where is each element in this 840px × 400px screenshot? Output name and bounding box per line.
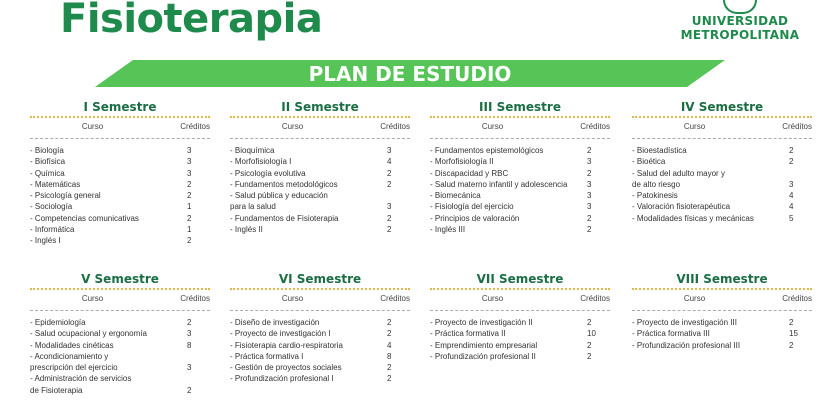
- university-logo: [670, 0, 810, 42]
- column-course: Curso: [683, 294, 706, 303]
- course-name: - Fisioterapia cardio-respiratoria: [230, 340, 343, 350]
- course-credits: 15: [789, 329, 798, 339]
- course-name: - Proyecto de investigación II: [430, 318, 533, 327]
- course-credits: 3: [587, 179, 592, 189]
- course-row: [30, 385, 210, 396]
- course-row: [230, 340, 410, 351]
- semester-6-panel: [230, 271, 410, 385]
- course-credits: 3: [587, 157, 592, 167]
- course-row: [632, 145, 812, 156]
- course-credits: 3: [187, 146, 192, 155]
- course-credits: 3: [587, 191, 592, 201]
- course-list: [430, 317, 610, 362]
- course-list: [632, 317, 812, 351]
- course-row: [632, 213, 812, 224]
- course-credits: 3: [187, 157, 192, 167]
- course-row: [632, 340, 812, 351]
- dashed-divider: [632, 138, 812, 139]
- course-credits: 2: [387, 363, 392, 373]
- course-name: - Salud materno infantil y adolescencia: [430, 179, 568, 189]
- course-name: - Sociología: [30, 202, 73, 212]
- course-credits: 2: [587, 351, 592, 361]
- course-row: [632, 328, 812, 339]
- course-credits: 3: [187, 168, 192, 178]
- column-course: Curso: [281, 122, 304, 131]
- course-name: - Gestión de proyectos sociales: [230, 363, 342, 373]
- course-row: [30, 235, 210, 246]
- course-credits: 2: [587, 213, 592, 223]
- course-credits: 2: [387, 318, 392, 327]
- course-name: - Inglés III: [430, 225, 466, 235]
- course-credits: 2: [387, 374, 392, 384]
- semester-title: II Semestre: [281, 100, 359, 114]
- course-name: - Práctica formativa III: [632, 329, 710, 339]
- course-row: [30, 190, 210, 201]
- course-row: [230, 179, 410, 190]
- course-credits: 2: [187, 385, 192, 395]
- course-credits: 2: [387, 213, 392, 223]
- course-credits: 3: [187, 329, 192, 339]
- course-name: - Principios de valoración: [430, 213, 520, 223]
- course-row: [230, 328, 410, 339]
- course-row: [430, 156, 610, 167]
- dashed-divider: [30, 310, 210, 311]
- course-name: - Morfofisiología II: [430, 157, 494, 167]
- course-name: - Valoración fisioterapéutica: [632, 202, 731, 212]
- course-name: - Fundamentos metodológicos: [230, 179, 338, 189]
- course-row: [230, 156, 410, 167]
- course-name: - Profundización profesional I: [230, 374, 334, 384]
- course-row: [430, 145, 610, 156]
- course-name: - Competencias comunicativas: [30, 213, 139, 223]
- semester-3-panel: [430, 99, 610, 235]
- semester-title: VIII Semestre: [676, 272, 768, 286]
- column-header: [632, 122, 812, 138]
- course-name: - Salud del adulto mayor y: [632, 168, 725, 178]
- course-name: - Inglés II: [230, 225, 263, 235]
- course-credits: 2: [587, 168, 592, 178]
- course-credits: 2: [187, 179, 192, 189]
- course-credits: 2: [789, 157, 794, 167]
- course-name: - Morfofisiología I: [230, 157, 292, 167]
- course-credits: 4: [387, 157, 392, 167]
- semester-title: VII Semestre: [476, 272, 564, 286]
- course-row: [430, 213, 610, 224]
- column-credits: Créditos: [180, 122, 210, 131]
- course-list: [230, 145, 410, 235]
- course-name: - Matemáticas: [30, 179, 81, 189]
- semester-5-panel: [30, 271, 210, 396]
- column-credits: Créditos: [380, 294, 410, 303]
- course-name: de alto riesgo: [632, 179, 681, 189]
- course-row: [430, 168, 610, 179]
- course-credits: 2: [387, 179, 392, 189]
- dashed-divider: [430, 138, 610, 139]
- course-name: - Administración de servicios: [30, 374, 132, 384]
- course-credits: 2: [789, 146, 794, 155]
- course-row: [430, 224, 610, 235]
- course-credits: 5: [789, 213, 794, 223]
- course-credits: 2: [187, 191, 192, 201]
- course-row: [430, 190, 610, 201]
- course-row: [30, 317, 210, 328]
- column-credits: Créditos: [380, 122, 410, 131]
- column-header: [30, 122, 210, 138]
- course-list: [30, 317, 210, 396]
- university-seal-icon: [723, 0, 757, 14]
- course-credits: 4: [789, 191, 794, 201]
- university-name-line1: UNIVERSIDAD: [691, 14, 789, 28]
- course-name: - Proyecto de investigación I: [230, 329, 331, 339]
- column-course: Curso: [81, 294, 104, 303]
- column-credits: Créditos: [580, 122, 610, 131]
- course-row: [632, 179, 812, 190]
- dotted-divider: [230, 116, 410, 118]
- course-credits: 4: [387, 340, 392, 350]
- column-credits: Créditos: [580, 294, 610, 303]
- course-row: [30, 224, 210, 235]
- course-row: [230, 145, 410, 156]
- column-course: Curso: [481, 294, 504, 303]
- course-row: [230, 201, 410, 212]
- dashed-divider: [632, 310, 812, 311]
- dotted-divider: [30, 288, 210, 290]
- course-name: - Psicología general: [30, 191, 101, 201]
- course-name: - Epidemiología: [30, 318, 86, 327]
- course-row: [30, 179, 210, 190]
- course-row: [230, 317, 410, 328]
- column-credits: Créditos: [782, 122, 812, 131]
- plan-banner: [95, 60, 725, 87]
- course-credits: 3: [789, 179, 794, 189]
- course-name: - Práctica formativa II: [430, 329, 506, 339]
- course-credits: 8: [187, 340, 192, 350]
- course-row: [30, 328, 210, 339]
- course-name: - Modalidades físicas y mecánicas: [632, 213, 754, 223]
- semester-4-panel: [632, 99, 812, 224]
- course-credits: 2: [187, 318, 192, 327]
- column-header: [30, 294, 210, 310]
- course-row: [632, 201, 812, 212]
- course-row: [230, 362, 410, 373]
- course-credits: 1: [187, 225, 192, 235]
- course-row: [230, 190, 410, 201]
- course-row: [430, 340, 610, 351]
- course-row: [230, 168, 410, 179]
- course-name: - Fundamentos epistemológicos: [430, 146, 544, 155]
- course-credits: 4: [789, 202, 794, 212]
- course-name: para la salud: [230, 202, 276, 212]
- dashed-divider: [430, 310, 610, 311]
- course-row: [230, 224, 410, 235]
- course-credits: 2: [387, 329, 392, 339]
- semester-7-panel: [430, 271, 610, 362]
- course-name: - Fisiología del ejercicio: [430, 202, 514, 212]
- dotted-divider: [632, 288, 812, 290]
- column-header: [230, 294, 410, 310]
- course-name: - Discapacidad y RBC: [430, 168, 509, 178]
- course-row: [430, 179, 610, 190]
- course-name: - Proyecto de investigación III: [632, 318, 737, 327]
- course-credits: 3: [387, 146, 392, 155]
- course-name: - Profundización profesional III: [632, 340, 741, 350]
- column-header: [430, 294, 610, 310]
- course-credits: 3: [387, 202, 392, 212]
- semester-1-panel: [30, 99, 210, 247]
- course-row: [230, 351, 410, 362]
- dashed-divider: [30, 138, 210, 139]
- course-row: [632, 156, 812, 167]
- course-row: [30, 213, 210, 224]
- course-list: [30, 145, 210, 247]
- semester-8-panel: [632, 271, 812, 351]
- course-credits: 2: [789, 340, 794, 350]
- dotted-divider: [30, 116, 210, 118]
- course-row: [230, 213, 410, 224]
- course-row: [30, 362, 210, 373]
- course-list: [430, 145, 610, 235]
- column-header: [430, 122, 610, 138]
- course-row: [430, 201, 610, 212]
- course-name: - Práctica formativa I: [230, 351, 304, 361]
- course-name: - Diseño de investigación: [230, 318, 320, 327]
- course-credits: 8: [387, 351, 392, 361]
- dotted-divider: [230, 288, 410, 290]
- course-credits: 2: [587, 146, 592, 155]
- course-name: - Biomecánica: [430, 191, 481, 201]
- column-course: Curso: [481, 122, 504, 131]
- course-name: - Inglés I: [30, 236, 61, 246]
- course-row: [30, 351, 210, 362]
- course-name: - Biofísica: [30, 157, 66, 167]
- course-name: - Fundamentos de Fisioterapia: [230, 213, 339, 223]
- course-row: [30, 156, 210, 167]
- course-name: prescripción del ejercicio: [30, 363, 118, 373]
- university-name-line2: METROPOLITANA: [680, 28, 800, 42]
- dotted-divider: [430, 288, 610, 290]
- course-credits: 3: [587, 202, 592, 212]
- course-credits: 2: [587, 340, 592, 350]
- course-row: [430, 328, 610, 339]
- course-list: [230, 317, 410, 385]
- course-row: [430, 317, 610, 328]
- course-name: - Salud ocupacional y ergonomía: [30, 329, 147, 339]
- column-credits: Créditos: [180, 294, 210, 303]
- course-row: [30, 145, 210, 156]
- column-header: [230, 122, 410, 138]
- course-credits: 2: [187, 236, 192, 246]
- course-credits: 2: [789, 318, 794, 327]
- semester-title: V Semestre: [81, 272, 159, 286]
- column-header: [632, 294, 812, 310]
- semester-title: VI Semestre: [278, 272, 362, 286]
- course-row: [30, 373, 210, 384]
- dashed-divider: [230, 310, 410, 311]
- column-course: Curso: [81, 122, 104, 131]
- dotted-divider: [632, 116, 812, 118]
- column-course: Curso: [281, 294, 304, 303]
- course-row: [632, 190, 812, 201]
- course-credits: 2: [387, 168, 392, 178]
- course-credits: 2: [587, 318, 592, 327]
- course-name: - Psicología evolutiva: [230, 168, 306, 178]
- course-name: - Bioética: [632, 157, 666, 167]
- course-credits: 2: [587, 225, 592, 235]
- course-name: - Informática: [30, 225, 75, 235]
- course-name: de Fisioterapia: [30, 385, 83, 395]
- course-name: - Química: [30, 168, 65, 178]
- course-name: - Salud pública y educación: [230, 191, 328, 201]
- course-row: [230, 373, 410, 384]
- semester-title: III Semestre: [479, 100, 561, 114]
- course-row: [430, 351, 610, 362]
- course-name: - Acondicionamiento y: [30, 351, 109, 361]
- course-credits: 2: [187, 213, 192, 223]
- course-name: - Profundización profesional II: [430, 351, 536, 361]
- course-credits: 3: [187, 363, 192, 373]
- semester-title: I Semestre: [83, 100, 157, 114]
- course-row: [632, 317, 812, 328]
- course-name: - Biología: [30, 146, 64, 155]
- course-name: - Emprendimiento empresarial: [430, 340, 538, 350]
- course-name: - Bioestadística: [632, 146, 687, 155]
- column-course: Curso: [683, 122, 706, 131]
- dotted-divider: [430, 116, 610, 118]
- course-row: [30, 340, 210, 351]
- course-name: - Patokinesis: [632, 191, 678, 201]
- semester-2-panel: [230, 99, 410, 235]
- course-list: [632, 145, 812, 224]
- program-title: Fisioterapia: [60, 0, 323, 42]
- banner-title: PLAN DE ESTUDIO: [308, 62, 512, 86]
- course-credits: 1: [187, 202, 192, 212]
- column-credits: Créditos: [782, 294, 812, 303]
- course-row: [30, 168, 210, 179]
- semester-title: IV Semestre: [680, 100, 764, 114]
- course-name: - Modalidades cinéticas: [30, 340, 114, 350]
- course-name: - Bioquímica: [230, 146, 275, 155]
- course-row: [30, 201, 210, 212]
- course-credits: 2: [387, 225, 392, 235]
- course-row: [632, 168, 812, 179]
- course-credits: 10: [587, 329, 596, 339]
- dashed-divider: [230, 138, 410, 139]
